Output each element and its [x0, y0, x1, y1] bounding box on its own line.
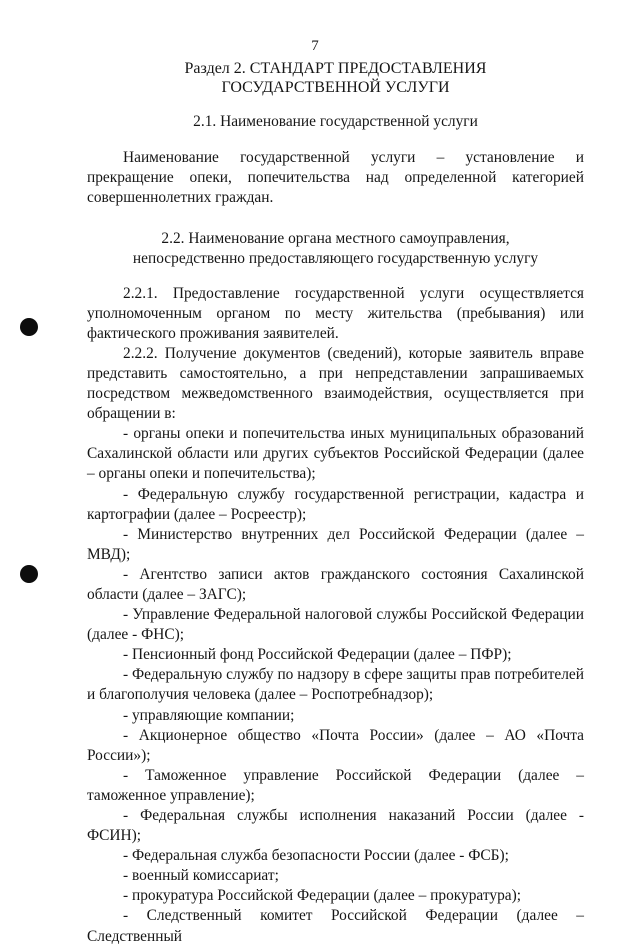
agency-item: - Акционерное общество «Почта России» (далее – АО «Почта России»); [87, 726, 584, 764]
page-number: 7 [311, 38, 319, 54]
agency-item: - органы опеки и попечительства иных муниципальных образований Сахалинской области или других субъектов Российской Федерации (далее – органы опеки и попечительства); [87, 425, 584, 483]
agency-item: - Управление Федеральной налоговой службы Российской Федерации (далее - ФНС); [87, 606, 584, 644]
agency-item: - Министерство внутренних дел Российской Федерации (далее – МВД); [87, 525, 584, 563]
subsection-2-1-text: Наименование государственной услуги – установление и прекращение опеки, попечительства над определенной категорией совершеннолетних граждан. [87, 149, 584, 207]
agency-item: - Пенсионный фонд Российской Федерации (далее – ПФР); [123, 646, 512, 664]
agency-item: - Федеральную службу государственной регистрации, кадастра и картографии (далее – Росреестр); [87, 485, 584, 523]
section-title [87, 59, 584, 97]
subsection-2-2-heading [87, 229, 584, 269]
subsection-2-2-heading-line2: непосредственно предоставляющего государственную услугу [132, 250, 539, 268]
paragraph-2-2-2: 2.2.2. Получение документов (сведений), которые заявитель вправе представить самостоятельно, а при непредставлении запрашиваемых посредством межведомственного взаимодействия, осуществляется при обращении в: [87, 344, 584, 423]
agency-item: - Федеральная служба безопасности России (далее - ФСБ); [123, 847, 509, 865]
section-title-line1: Раздел 2. СТАНДАРТ ПРЕДОСТАВЛЕНИЯ [184, 60, 487, 77]
agency-item: - Федеральную службу по надзору в сфере защиты прав потребителей и благополучия человека (далее – Роспотребнадзор); [87, 666, 584, 704]
punch-hole-bottom [20, 565, 38, 583]
agency-item: - управляющие компании; [123, 706, 295, 724]
agency-item: - прокуратура Российской Федерации (далее – прокуратура); [123, 887, 522, 905]
agency-item: - Агентство записи актов гражданского состояния Сахалинской области (далее – ЗАГС); [87, 565, 584, 603]
agency-item: - Таможенное управление Российской Федерации (далее – таможенное управление); [87, 766, 584, 804]
agency-item: - Следственный комитет Российской Федерации (далее – Следственный [87, 907, 584, 945]
subsection-2-2-heading-line1: 2.2. Наименование органа местного самоуправления, [161, 230, 510, 248]
subsection-2-1-heading: 2.1. Наименование государственной услуги [193, 113, 478, 130]
paragraph-2-2-1: 2.2.1. Предоставление государственной услуги осуществляется уполномоченным органом по месту жительства (пребывания) или фактического проживания заявителей. [87, 284, 584, 342]
agency-item: - Федеральная службы исполнения наказаний России (далее - ФСИН); [87, 807, 584, 845]
section-title-line2: ГОСУДАРСТВЕННОЙ УСЛУГИ [221, 79, 450, 96]
document-body [87, 59, 584, 947]
punch-hole-top [20, 318, 38, 336]
agency-item: - военный комиссариат; [123, 867, 279, 885]
